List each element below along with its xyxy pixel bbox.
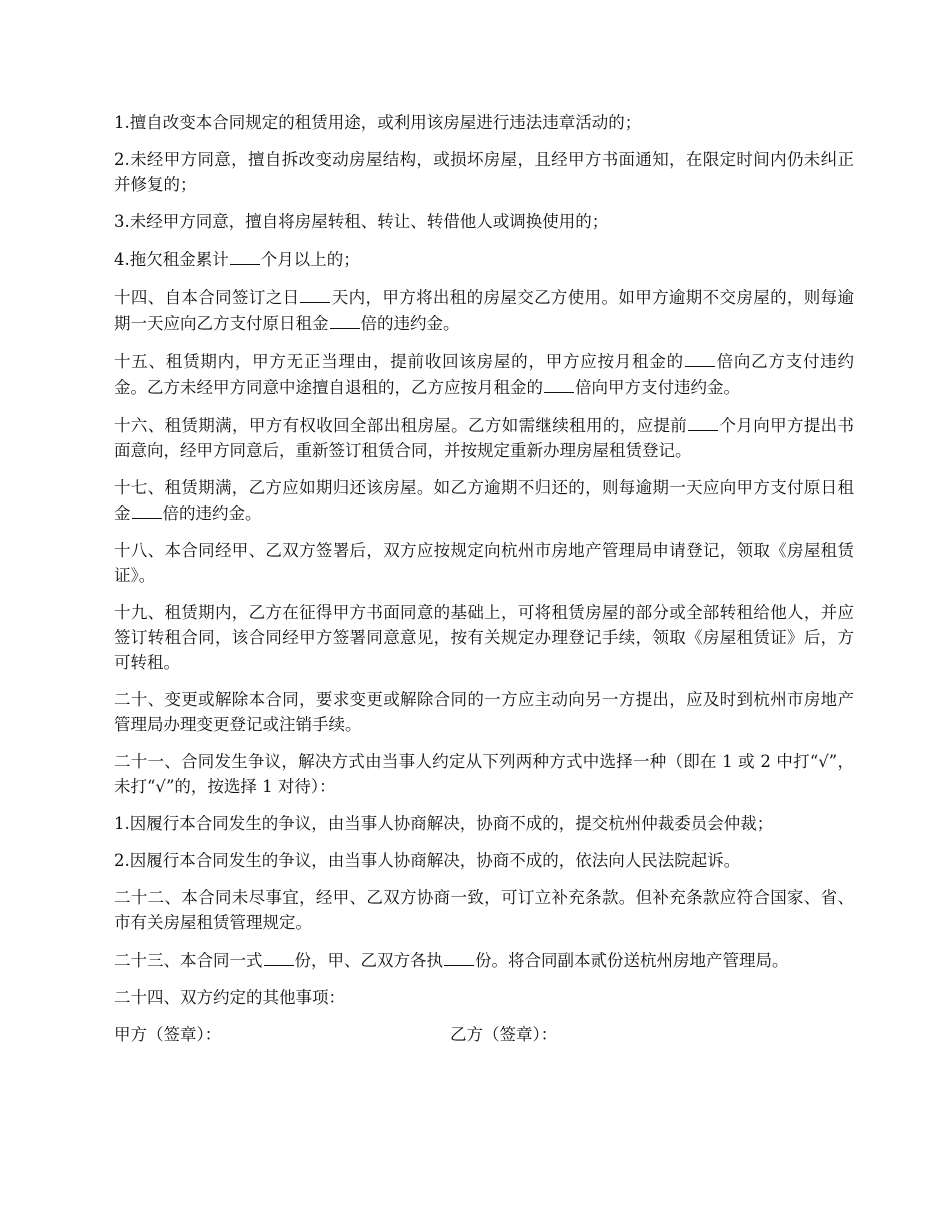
clause-23-text-pre: 二十三、本合同一式 — [114, 951, 263, 970]
clause-2-text: 2.未经甲方同意，擅自拆改变动房屋结构，或损坏房屋，且经甲方书面通知，在限定时间内仍未纠正并修复的； — [114, 150, 854, 194]
clause-4 — [114, 246, 854, 272]
party-b-signature-label: 乙方（签章）： — [450, 1025, 558, 1044]
clause-23-text-post: 份。将合同副本贰份送杭州房地产管理局。 — [475, 951, 789, 970]
clause-15-text-mid: 倍向乙方支付违约金。乙方未经甲方同意中途擅自退租的，乙方应按月租金的 — [114, 352, 855, 397]
clause-16 — [114, 412, 854, 463]
clause-14 — [114, 284, 854, 336]
clause-17 — [114, 475, 854, 526]
clause-21-option-2 — [114, 848, 854, 873]
clause-22-text: 二十二、本合同未尽事宜，经甲、乙双方协商一致，可订立补充条款。但补充条款应符合国家、省、市有关房屋租赁管理规定。 — [114, 888, 854, 932]
clause-22 — [114, 885, 854, 935]
clause-3-text: 3.未经甲方同意，擅自将房屋转租、转让、转借他人或调换使用的； — [114, 212, 609, 231]
clause-17-text-post: 倍的违约金。 — [162, 504, 262, 523]
clause-15 — [114, 348, 854, 400]
clause-15-text-pre: 十五、租赁期内，甲方无正当理由，提前收回该房屋的，甲方应按月租金的 — [114, 352, 684, 371]
clause-16-text-post: 个月向甲方提出书面意向，经甲方同意后，重新签订租赁合同，并按规定重新办理房屋租赁登记。 — [114, 416, 855, 460]
clause-18 — [114, 538, 854, 588]
blank-line — [132, 500, 162, 519]
clause-18-text: 十八、本合同经甲、乙双方签署后，双方应按规定向杭州市房地产管理局申请登记，领取《房屋租赁证》。 — [114, 541, 854, 585]
clause-24-text: 二十四、双方约定的其他事项： — [114, 988, 345, 1007]
blank-line — [685, 348, 715, 367]
blank-line — [444, 947, 474, 966]
blank-line — [300, 284, 330, 303]
signature-block — [114, 1022, 854, 1047]
clause-4-text-pre: 4.拖欠租金累计 — [114, 250, 229, 269]
blank-line — [544, 374, 574, 393]
clause-19-text: 十九、租赁期内，乙方在征得甲方书面同意的基础上，可将租赁房屋的部分或全部转租给他人，并应签订转租合同，该合同经甲方签署同意意见，按有关规定办理登记手续，领取《房屋租赁证》后，方可转租。 — [114, 603, 854, 672]
clause-19 — [114, 600, 854, 675]
clause-23-text-mid: 份，甲、乙双方各执 — [294, 951, 443, 970]
clause-20 — [114, 687, 854, 737]
clause-24 — [114, 985, 854, 1010]
clause-1 — [114, 110, 854, 135]
clause-16-text-pre: 十六、租赁期满，甲方有权收回全部出租房屋。乙方如需继续租用的，应提前 — [114, 416, 688, 435]
clause-21-option-2-text: 2.因履行本合同发生的争议，由当事人协商解决，协商不成的，依法向人民法院起诉。 — [114, 851, 741, 870]
clause-20-text: 二十、变更或解除本合同，要求变更或解除合同的一方应主动向另一方提出，应及时到杭州市房地产管理局办理变更登记或注销手续。 — [114, 690, 854, 734]
clause-4-text-post: 个月以上的； — [260, 250, 360, 269]
clause-23 — [114, 947, 854, 973]
clause-21-text: 二十一、合同发生争议，解决方式由当事人约定从下列两种方式中选择一种（即在 1 或 2 中打“√”，未打“√”的，按选择 1 对待）： — [114, 752, 854, 796]
clause-14-text-post: 倍的违约金。 — [360, 314, 460, 333]
clause-1-text: 1.擅自改变本合同规定的租赁用途，或利用该房屋进行违法违章活动的； — [114, 113, 642, 132]
clause-15-text-post: 倍向甲方支付违约金。 — [575, 378, 740, 397]
blank-line — [264, 947, 294, 966]
contract-page — [114, 110, 854, 1047]
clause-3 — [114, 209, 854, 234]
clause-2 — [114, 147, 854, 197]
blank-line — [688, 412, 718, 431]
clause-14-text-pre: 十四、自本合同签订之日 — [114, 288, 300, 307]
clause-21 — [114, 749, 854, 799]
clause-21-option-1 — [114, 811, 854, 836]
blank-line — [330, 310, 360, 329]
clause-14-text-mid: 天内，甲方将出租的房屋交乙方使用。如甲方逾期不交房屋的，则每逾期一天应向乙方支付原日租金 — [114, 288, 855, 333]
blank-line — [230, 246, 260, 265]
party-a-signature-label: 甲方（签章）： — [114, 1025, 222, 1044]
clause-21-option-1-text: 1.因履行本合同发生的争议，由当事人协商解决，协商不成的，提交杭州仲裁委员会仲裁； — [114, 814, 774, 833]
clause-17-text-pre: 十七、租赁期满，乙方应如期归还该房屋。如乙方逾期不归还的，则每逾期一天应向甲方支付原日租金 — [114, 478, 854, 523]
